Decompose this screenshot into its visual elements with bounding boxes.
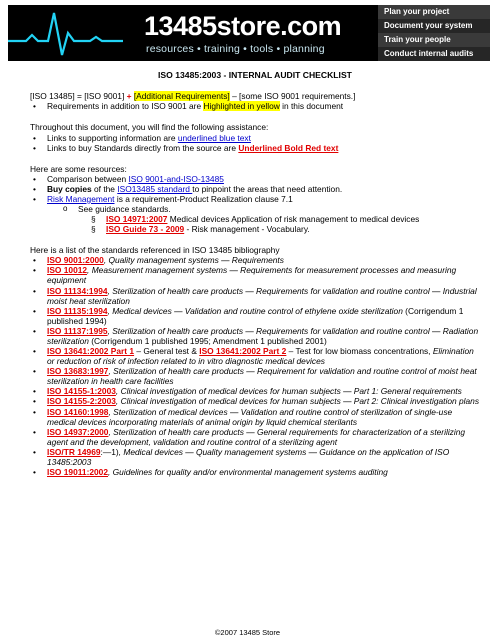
formula-plus: + <box>126 91 132 102</box>
site-logo[interactable] <box>144 11 341 41</box>
req-text: Requirements in addition to ISO 9001 are <box>47 101 204 112</box>
menu-train-people[interactable]: Train your people <box>378 33 490 47</box>
ref-link[interactable]: ISO/TR 14969 <box>47 446 101 457</box>
iso-14971-link[interactable]: ISO 14971:2007 <box>106 214 168 225</box>
ref-link[interactable]: ISO 13641:2002 Part 2 <box>199 346 287 357</box>
ref-link[interactable]: ISO 10012 <box>47 265 88 276</box>
ref-title: , Medical devices — Validation and routine control of ethylene oxide sterilization <box>107 305 403 316</box>
ref-note: – General test & <box>134 346 200 357</box>
ref-note: – Test for low biomass concentrations, <box>286 346 431 357</box>
page-title: ISO 13485:2003 - INTERNAL AUDIT CHECKLIST <box>158 70 352 80</box>
red-link-sample[interactable]: Underlined Bold Red text <box>238 142 339 153</box>
sub-sub-list-item <box>30 224 480 234</box>
list-item <box>30 174 480 184</box>
list-item <box>30 326 480 346</box>
list-item <box>30 306 480 326</box>
site-tagline: resources • training • tools • planning <box>146 43 325 55</box>
formula-line <box>30 91 480 101</box>
resource-bold: Buy copies <box>47 183 92 194</box>
ref-title: , Sterilization of medical devices — Validation and routine control of sterilization of single-use medical devices incorporating materials of animal origin by liquid chemical sterilants <box>47 406 453 427</box>
header-banner <box>8 5 490 61</box>
list-item <box>30 346 480 366</box>
ref-title: , Sterilization of health care products — General requirements for characterization of a sterilizing agent and the development, validation and routine control of a sterilizing agent <box>47 426 466 447</box>
ref-link[interactable]: ISO 14937:2000 <box>47 426 109 437</box>
standard-link[interactable]: ISO13485 standard <box>117 183 193 194</box>
ref-link[interactable]: ISO 14155-1:2003 <box>47 386 116 397</box>
comparison-link[interactable]: ISO 9001-and-ISO-13485 <box>128 173 224 184</box>
list-item <box>30 184 480 194</box>
list-item <box>30 407 480 427</box>
resource-text: of the <box>91 183 118 194</box>
ref-title: Elimination or reduction of risk of infection related to in vitro diagnostic medical devices <box>47 346 474 367</box>
assist-text: Links to supporting information are <box>47 132 178 143</box>
list-item <box>30 265 480 285</box>
references-list <box>30 255 480 477</box>
ref-title: , Sterilization of health care products — Requirement for validation and routine control of moist heat sterilization in health care facilities <box>47 366 477 387</box>
ref-title: , Quality management systems — Requirements <box>103 255 284 266</box>
ref-title: , Sterilization of health care products — Requirements for validation and routine control — Industrial moist heat sterilization <box>47 285 477 306</box>
iso-guide-73-link[interactable]: ISO Guide 73 - 2009 <box>106 224 185 235</box>
ref-note: :—1) <box>100 446 119 457</box>
ref-link[interactable]: ISO 11135:1994 <box>47 305 108 316</box>
list-item <box>30 286 480 306</box>
resource-text: is a requirement-Product Realization clause 7.1 <box>114 193 293 204</box>
formula-part-b: [Additional Requirements] <box>133 91 230 102</box>
document-body <box>30 70 480 477</box>
refs-intro: Here is a list of the standards referenced in ISO 13485 bibliography <box>30 245 280 256</box>
assist-intro: Throughout this document, you will find the following assistance: <box>30 122 269 133</box>
ref-link[interactable]: ISO 9001:2000 <box>47 255 104 266</box>
ref-link[interactable]: ISO 14160:1998 <box>47 406 109 417</box>
list-item <box>30 143 480 153</box>
assist-text: Links to buy Standards directly from the source are <box>47 142 239 153</box>
list-item <box>30 386 480 396</box>
ref-title: , Guidelines for quality and/or environmental management systems auditing <box>108 466 388 477</box>
risk-management-link[interactable]: Risk Management <box>47 193 115 204</box>
ref-link[interactable]: ISO 14155-2:2003 <box>47 396 116 407</box>
ref-link[interactable]: ISO 19011:2002 <box>47 466 109 477</box>
logo-digits: 13485 <box>144 11 217 41</box>
list-item <box>30 467 480 477</box>
list-item <box>30 255 480 265</box>
resource-text: Medical devices Application of risk management to medical devices <box>167 214 420 225</box>
resources-intro: Here are some resources: <box>30 163 127 174</box>
list-item <box>30 101 480 111</box>
ref-note: (Corrigendum 1 published 1994) <box>47 305 464 326</box>
ref-title: , Medical devices — Quality management systems — Guidance on the application of ISO 13485:2003 <box>47 446 450 467</box>
resource-text: to pinpoint the areas that need attention. <box>192 183 343 194</box>
resource-text: Comparison between <box>47 173 129 184</box>
ref-title: , Clinical investigation of medical devices for human subjects — Part 1: General requirements <box>115 386 462 397</box>
sub-list-item: o See guidance standards. <box>30 204 480 214</box>
menu-document-system[interactable]: Document your system <box>378 19 490 33</box>
ref-title: , Sterilization of health care products — Requirements for validation and routine control — Radiation sterilization <box>47 325 479 346</box>
ref-link[interactable]: ISO 11137:1995 <box>47 325 108 336</box>
menu-plan-project[interactable]: Plan your project <box>378 5 490 19</box>
req-text-end: in this document <box>279 101 344 112</box>
list-item <box>30 194 480 204</box>
formula-part-a: [ISO 13485] = [ISO 9001] <box>30 91 125 102</box>
header-menu <box>378 5 490 61</box>
list-item <box>30 427 480 447</box>
formula-part-c: – [some ISO 9001 requirements.] <box>229 91 356 102</box>
list-item <box>30 366 480 386</box>
highlight-sample: Highlighted in yellow <box>203 101 280 112</box>
ref-title: , Measurement management systems — Requirements for measurement processes and measuring equipment <box>47 265 457 286</box>
blue-link-sample[interactable]: underlined blue text <box>177 132 251 143</box>
resource-text: - Risk management - Vocabulary. <box>184 224 310 235</box>
heartbeat-icon <box>8 5 123 61</box>
ref-link[interactable]: ISO 13641:2002 Part 1 <box>47 346 135 357</box>
ref-title: , Clinical investigation of medical devices for human subjects — Part 2: Clinical investigation plans <box>115 396 480 407</box>
sub-sub-list-item <box>30 214 480 224</box>
list-item <box>30 447 480 467</box>
ref-note: (Corrigendum 1 published 1995; Amendment 1 published 2001) <box>88 335 327 346</box>
ref-link[interactable]: ISO 11134:1994 <box>47 285 108 296</box>
page-footer: ©2007 13485 Store <box>214 628 281 637</box>
logo-domain: store.com <box>216 11 342 41</box>
ref-link[interactable]: ISO 13683:1997 <box>47 366 109 377</box>
menu-internal-audits[interactable]: Conduct internal audits <box>378 47 490 61</box>
list-item <box>30 396 480 406</box>
list-item <box>30 133 480 143</box>
